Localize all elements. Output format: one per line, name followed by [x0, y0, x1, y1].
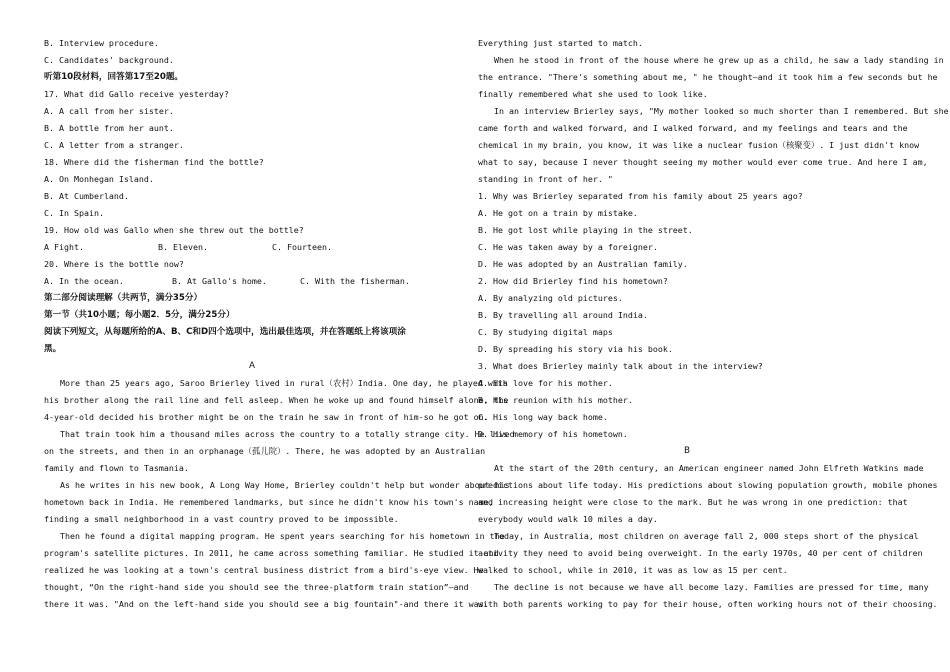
- story-line: finally remembered what she used to look like.: [478, 89, 708, 99]
- q20-options: [44, 273, 460, 290]
- q2-question: 2. How did Brierley find his hometown?: [478, 276, 668, 286]
- q18-question: 18. Where did the fisherman find the bottle?: [44, 157, 264, 167]
- passage-a-line: realized he was looking at a town's central business district from a bird's-eye view. He: [44, 565, 484, 575]
- passage-a-line: program's satellite pictures. In 2011, he came across something familiar. He studied it and: [44, 548, 499, 558]
- passage-a-line: there it was. "And on the left-hand side you should see a big fountain"-and there it was.: [44, 599, 489, 609]
- q1-option-b: B. He got lost while playing in the street.: [478, 225, 693, 235]
- passage-a-line: 4-year-old decided his brother might be on the train he saw in front of him-so he got on.: [44, 412, 489, 422]
- q20-option-c: C. With the fisherman.: [300, 276, 410, 286]
- q1-option-d: D. He was adopted by an Australian family.: [478, 259, 688, 269]
- q1-option-a: A. He got on a train by mistake.: [478, 208, 638, 218]
- q3-option-a: A. His love for his mother.: [478, 378, 613, 388]
- q1-question: 1. Why was Brierley separated from his family about 25 years ago?: [478, 191, 803, 201]
- passage-b-line: activity they need to avoid being overweight. In the early 1970s, 40 per cent of children: [478, 548, 923, 558]
- passage-a-title: A: [248, 361, 256, 371]
- q17-option-b: B. A bottle from her aunt.: [44, 123, 174, 133]
- material10-header: 听第10段材料，回答第17至20题。: [44, 72, 184, 82]
- passage-a-line: finding a small neighborhood in a vast country proved to be impossible.: [44, 514, 399, 524]
- q18-option-b: B. At Cumberland.: [44, 191, 129, 201]
- passage-a-line: on the streets, and then in an orphanage（孤儿院）. There, he was adopted by an Australian: [44, 446, 486, 456]
- passage-a-line: hometown back in India. He remembered landmarks, but since he didn't know his town's name,: [44, 497, 494, 507]
- story-line: When he stood in front of the house where he grew up as a child, he saw a lady standing in: [494, 55, 944, 65]
- q20-question: 20. Where is the bottle now?: [44, 259, 184, 269]
- passage-a-line: More than 25 years ago, Saroo Brierley lived in rural（农村）India. One day, he played with: [60, 378, 508, 388]
- q19-option-a: A Fight.: [44, 242, 84, 252]
- passage-b-line: walked to school, while in 2010, it was as low as 15 per cent.: [478, 565, 788, 575]
- story-line: what to say, because I never thought seeing my mother would ever come true. And here I am,: [478, 157, 928, 167]
- section1-header: 第一节（共10小题；每小题2．5分，满分25分）: [44, 310, 235, 320]
- left-column: [44, 35, 515, 613]
- passage-b-line: The decline is not because we have all become lazy. Families are pressed for time, many: [494, 582, 929, 592]
- q2-option-c: C. By studying digital maps: [478, 327, 613, 337]
- q16-option-b: B. Interview procedure.: [44, 38, 159, 48]
- q2-option-a: A. By analyzing old pictures.: [478, 293, 623, 303]
- q19-option-c: C. Fourteen.: [272, 242, 332, 252]
- passage-b-line: At the start of the 20th century, an American engineer named John Elfreth Watkins made: [494, 463, 924, 473]
- passage-a-line: Then he found a digital mapping program. He spent years searching for his hometown in the: [60, 531, 505, 541]
- q17-option-a: A. A call from her sister.: [44, 106, 174, 116]
- story-line: the entrance. "There's something about me, " he thought—and it took him a few seconds but he: [478, 72, 938, 82]
- passage-a-line: family and flown to Tasmania.: [44, 463, 189, 473]
- q20-option-a: A. In the ocean.: [44, 276, 124, 286]
- q18-option-a: A. On Monhegan Island.: [44, 174, 154, 184]
- passage-b-line: with both parents working to pay for their house, often working hours not of their choosing.: [478, 599, 938, 609]
- q3-question: 3. What does Brierley mainly talk about in the interview?: [478, 361, 763, 371]
- passage-b-title: B: [683, 446, 691, 456]
- q19-option-b: B. Eleven.: [158, 242, 208, 252]
- right-column: [478, 35, 949, 613]
- story-line: In an interview Brierley says, "My mother looked so much shorter than I remembered. But she: [494, 106, 949, 116]
- story-line: standing in front of her. ": [478, 174, 613, 184]
- part2-header: 第二部分阅读理解（共两节，满分35分）: [44, 293, 203, 303]
- q3-option-b: B. His reunion with his mother.: [478, 395, 633, 405]
- passage-a-line: That train took him a thousand miles across the country to a totally strange city. He lived: [60, 429, 515, 439]
- q3-option-d: D. His memory of his hometown.: [478, 429, 628, 439]
- q17-option-c: C. A letter from a stranger.: [44, 140, 184, 150]
- q18-option-c: C. In Spain.: [44, 208, 104, 218]
- story-line: came forth and walked forward, and I walked forward, and my feelings and tears and the: [478, 123, 908, 133]
- story-line: chemical in my brain, you know, it was like a nuclear fusion（核聚变）. I just didn't know: [478, 140, 920, 150]
- passage-a-line: his brother along the rail line and fell asleep. When he woke up and found himself alone, the: [44, 395, 509, 405]
- q20-option-b: B. At Gallo's home.: [172, 276, 267, 286]
- q16-option-c: C. Candidates' background.: [44, 55, 174, 65]
- instruction-line-2: 黑。: [44, 344, 62, 354]
- passage-a-line: thought, “On the right-hand side you should see the three-platform train station”—and: [44, 582, 469, 592]
- passage-b-line: everybody would walk 10 miles a day.: [478, 514, 658, 524]
- q2-option-d: D. By spreading his story via his book.: [478, 344, 673, 354]
- q1-option-c: C. He was taken away by a foreigner.: [478, 242, 658, 252]
- q17-question: 17. What did Gallo receive yesterday?: [44, 89, 229, 99]
- passage-b-line: predictions about life today. His predictions about slowing population growth, mobile phones: [478, 480, 938, 490]
- q3-option-c: C. His long way back home.: [478, 412, 608, 422]
- q2-option-b: B. By travelling all around India.: [478, 310, 648, 320]
- passage-b-line: and increasing height were close to the mark. But he was wrong in one prediction: that: [478, 497, 908, 507]
- passage-b-line: Today, in Australia, most children on average fall 2, 000 steps short of the physical: [494, 531, 919, 541]
- q19-options: [44, 239, 460, 256]
- passage-a-line: As he writes in his new book, A Long Way Home, Brierley couldn't help but wonder about his: [60, 480, 510, 490]
- instruction-line-1: 阅读下列短文，从每题所给的A、B、C和D四个选项中，选出最佳选项，并在答题纸上将该项涂: [44, 327, 406, 337]
- story-line: Everything just started to match.: [478, 38, 643, 48]
- q19-question: 19. How old was Gallo when she threw out the bottle?: [44, 225, 304, 235]
